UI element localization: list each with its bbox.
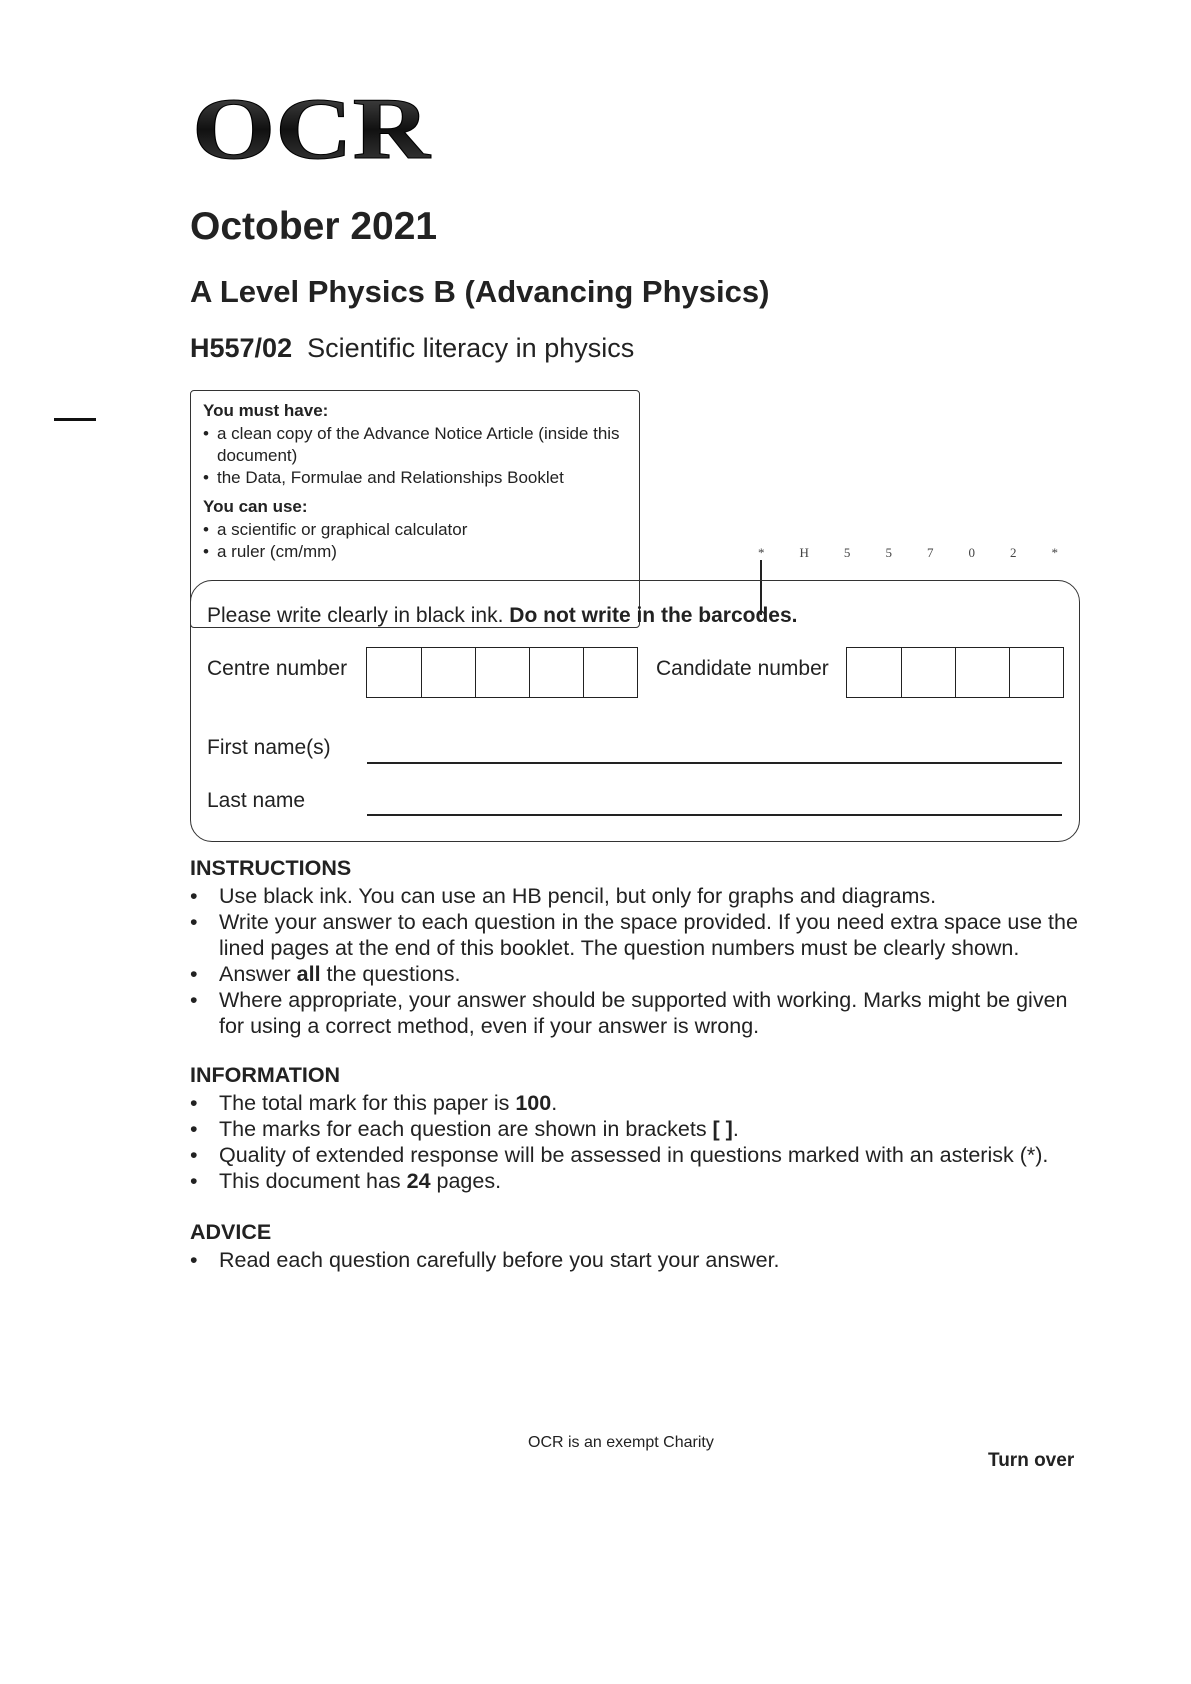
turn-over-label: Turn over — [988, 1450, 1075, 1471]
item-text: the questions. — [320, 962, 461, 986]
list-item — [190, 1142, 1090, 1168]
digit-box[interactable] — [529, 648, 583, 697]
item-text: . — [732, 1117, 739, 1141]
item-text: Read each question carefully before you start your answer. — [219, 1248, 780, 1272]
advice-section — [190, 1220, 1090, 1273]
write-note-bold: Do not write in the barcodes. — [509, 604, 798, 627]
last-name-field[interactable] — [367, 814, 1062, 816]
first-name-field[interactable] — [367, 762, 1062, 764]
candidate-number-field[interactable] — [846, 647, 1064, 698]
instructions-heading: INSTRUCTIONS — [190, 856, 352, 880]
information-section — [190, 1063, 1090, 1194]
list-item — [190, 883, 1090, 909]
item-text: Where appropriate, your answer should be supported with working. Marks might be given for using a correct method, even if your answer is wrong. — [219, 988, 1068, 1038]
list-item: • a clean copy of the Advance Notice Article (inside this document) — [203, 423, 627, 467]
write-note — [207, 604, 798, 628]
list-item — [190, 961, 1090, 987]
barcode-char: * — [1051, 545, 1058, 560]
item-emphasis: 24 — [406, 1169, 431, 1193]
item-text: The total mark for this paper is — [219, 1091, 516, 1115]
exam-date: October 2021 — [190, 205, 438, 248]
paper-heading — [190, 333, 634, 364]
list-item: • the Data, Formulae and Relationships Booklet — [203, 467, 627, 489]
ocr-logo — [192, 94, 432, 166]
item-text: Write your answer to each question in the space provided. If you need extra space use the lined pages at the end of this booklet. The question numbers must be clearly shown. — [219, 910, 1078, 960]
charity-note: OCR is an exempt Charity — [528, 1434, 714, 1451]
can-use-heading: You can use: — [203, 497, 308, 516]
item-emphasis: 100 — [515, 1091, 552, 1115]
list-item: • a scientific or graphical calculator — [203, 519, 627, 541]
item-text: Use black ink. You can use an HB pencil, but only for graphs and diagrams. — [219, 884, 937, 908]
ocr-logo-graphic — [192, 94, 432, 166]
item-text: The marks for each question are shown in brackets — [219, 1117, 713, 1141]
information-list — [190, 1090, 1090, 1194]
must-have-list — [203, 423, 627, 489]
barcode-char: 5 — [885, 545, 892, 560]
instructions-list — [190, 883, 1090, 1039]
digit-box[interactable] — [955, 648, 1009, 697]
digit-box[interactable] — [475, 648, 529, 697]
must-have-heading: You must have: — [203, 401, 329, 420]
centre-number-field[interactable] — [366, 647, 638, 698]
subject-title: A Level Physics B (Advancing Physics) — [190, 274, 770, 309]
item-text: pages. — [430, 1169, 502, 1193]
list-item — [190, 1247, 1090, 1273]
advice-list — [190, 1247, 1090, 1273]
can-use-list — [203, 519, 627, 563]
barcode-char: H — [799, 545, 809, 560]
list-item — [190, 1116, 1090, 1142]
list-item: • a ruler (cm/mm) — [203, 541, 627, 563]
barcode — [758, 545, 1058, 565]
first-name-label: First name(s) — [207, 736, 331, 759]
advice-heading: ADVICE — [190, 1220, 272, 1244]
candidate-number-label: Candidate number — [656, 657, 829, 680]
barcode-char: 5 — [843, 545, 851, 560]
item-text: . — [551, 1091, 558, 1115]
list-item — [190, 1168, 1090, 1194]
item-text: Quality of extended response will be assessed in questions marked with an asterisk (*). — [219, 1143, 1049, 1167]
barcode-char: * — [758, 545, 765, 560]
write-note-plain: Please write clearly in black ink. — [207, 604, 504, 627]
instructions-section — [190, 856, 1090, 1039]
item-emphasis: all — [296, 962, 321, 986]
information-heading: INFORMATION — [190, 1063, 341, 1087]
centre-number-label: Centre number — [207, 657, 348, 680]
list-item — [190, 987, 1090, 1039]
barcode-char: 0 — [968, 545, 975, 560]
digit-box[interactable] — [421, 648, 475, 697]
list-item — [190, 1090, 1090, 1116]
list-item — [190, 909, 1090, 961]
digit-box[interactable] — [901, 648, 955, 697]
digit-box[interactable] — [583, 648, 637, 697]
barcode-char: 2 — [1009, 545, 1017, 560]
item-emphasis: [ ] — [712, 1117, 733, 1141]
margin-mark — [54, 418, 96, 421]
last-name-label: Last name — [207, 789, 306, 812]
digit-box[interactable] — [367, 648, 421, 697]
paper-title: Scientific literacy in physics — [307, 333, 635, 363]
barcode-char: 7 — [926, 545, 934, 560]
item-text: Answer — [219, 962, 297, 986]
paper-code: H557/02 — [190, 333, 293, 363]
digit-box[interactable] — [1009, 648, 1063, 697]
digit-box[interactable] — [847, 648, 901, 697]
ocr-logo-text: OCR — [192, 94, 432, 166]
item-text: This document has — [219, 1169, 407, 1193]
